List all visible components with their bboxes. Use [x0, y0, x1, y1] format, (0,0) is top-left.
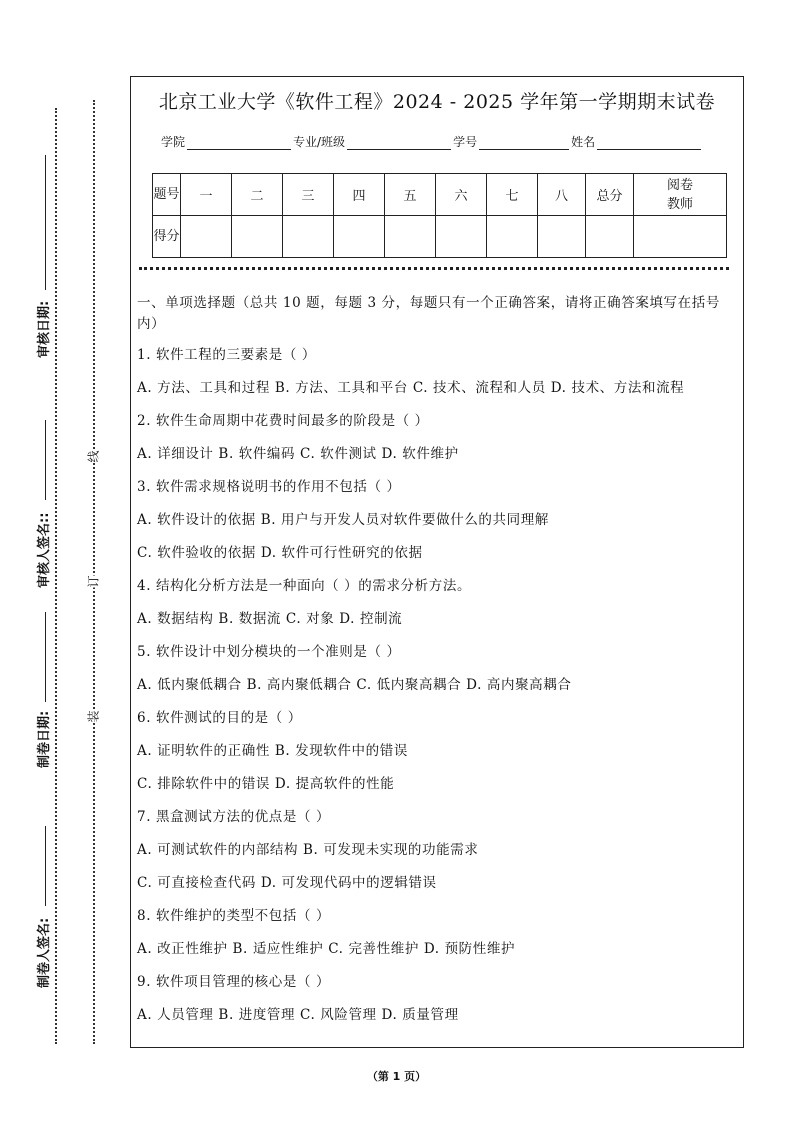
- grader-header: 阅卷教师: [634, 174, 727, 216]
- score-cell[interactable]: [232, 216, 283, 258]
- question-options: C. 可直接检查代码 D. 可发现代码中的逻辑错误: [137, 875, 437, 891]
- question: 3. 软件需求规格说明书的作用不包括（ ）: [137, 479, 401, 495]
- signature-line: [45, 826, 46, 906]
- student-id-field[interactable]: [479, 136, 569, 150]
- question-options: A. 数据结构 B. 数据流 C. 对象 D. 控制流: [137, 611, 403, 627]
- compiler-signature-label: 制卷人签名:: [33, 916, 52, 990]
- question-number-header: 题号: [153, 174, 181, 216]
- reviewer-signature-label: 审核人签名::: [33, 511, 52, 590]
- question-section: [137, 293, 741, 1038]
- score-table-score-row: [153, 216, 727, 258]
- binding-dotted-line-outer: [55, 108, 57, 1044]
- signature-line: [45, 420, 46, 500]
- exam-title: 北京工业大学《软件工程》2024 - 2025 学年第一学期期末试卷: [158, 91, 716, 113]
- column-header: 六: [436, 174, 487, 216]
- name-label: 姓名: [571, 135, 596, 149]
- score-row-header: 得分: [153, 216, 181, 258]
- review-date-label: 审核日期:: [33, 299, 52, 360]
- question-options: A. 人员管理 B. 进度管理 C. 风险管理 D. 质量管理: [137, 1007, 459, 1023]
- page-number: （第 1 页）: [366, 1070, 427, 1083]
- exam-frame: [130, 76, 744, 1048]
- question: 4. 结构化分析方法是一种面向（ ）的需求分析方法。: [137, 578, 472, 594]
- signature-line: [45, 155, 46, 290]
- score-table-header-row: [153, 174, 727, 216]
- college-field[interactable]: [187, 136, 291, 150]
- score-cell[interactable]: [487, 216, 538, 258]
- column-header: 八: [538, 174, 586, 216]
- score-cell[interactable]: [283, 216, 334, 258]
- student-id-label: 学号: [453, 135, 478, 149]
- question-options: A. 证明软件的正确性 B. 发现软件中的错误: [137, 743, 408, 759]
- binding-char-line: 线: [86, 450, 101, 463]
- signature-line: [45, 612, 46, 702]
- score-cell[interactable]: [436, 216, 487, 258]
- question-options: A. 详细设计 B. 软件编码 C. 软件测试 D. 软件维护: [137, 446, 459, 462]
- question-options: C. 软件验收的依据 D. 软件可行性研究的依据: [137, 545, 423, 561]
- score-cell[interactable]: [181, 216, 232, 258]
- question: 1. 软件工程的三要素是（ ）: [137, 347, 316, 363]
- column-header: 五: [385, 174, 436, 216]
- question: 2. 软件生命周期中花费时间最多的阶段是（ ）: [137, 413, 429, 429]
- score-cell[interactable]: [385, 216, 436, 258]
- question-options: A. 低内聚低耦合 B. 高内聚低耦合 C. 低内聚高耦合 D. 高内聚高耦合: [137, 677, 572, 693]
- question-options: A. 软件设计的依据 B. 用户与开发人员对软件要做什么的共同理解: [137, 512, 549, 528]
- question: 8. 软件维护的类型不包括（ ）: [137, 908, 331, 924]
- column-header: 三: [283, 174, 334, 216]
- question: 6. 软件测试的目的是（ ）: [137, 710, 302, 726]
- column-header: 四: [334, 174, 385, 216]
- column-header: 二: [232, 174, 283, 216]
- name-field[interactable]: [597, 136, 701, 150]
- question-options: A. 方法、工具和过程 B. 方法、工具和平台 C. 技术、流程和人员 D. 技术、方法和流程: [137, 380, 685, 396]
- score-table: [152, 173, 727, 258]
- binding-dotted-line-inner: [93, 100, 95, 1044]
- binding-char-bind: 装: [86, 710, 101, 723]
- question: 9. 软件项目管理的核心是（ ）: [137, 974, 331, 990]
- student-info-row: [161, 133, 703, 150]
- major-class-label: 专业/班级: [293, 135, 346, 149]
- question: 5. 软件设计中划分模块的一个准则是（ ）: [137, 644, 401, 660]
- question: 7. 黑盒测试方法的优点是（ ）: [137, 809, 331, 825]
- grader-cell[interactable]: [634, 216, 727, 258]
- question-options: A. 改正性维护 B. 适应性维护 C. 完善性维护 D. 预防性维护: [137, 941, 516, 957]
- score-cell[interactable]: [538, 216, 586, 258]
- major-class-field[interactable]: [347, 136, 451, 150]
- compile-date-label: 制卷日期:: [33, 709, 52, 770]
- column-header: 一: [181, 174, 232, 216]
- column-header: 七: [487, 174, 538, 216]
- binding-char-staple: 订: [86, 575, 101, 588]
- total-score-cell[interactable]: [586, 216, 634, 258]
- header-separator: [139, 267, 729, 270]
- college-label: 学院: [161, 135, 186, 149]
- question-options: A. 可测试软件的内部结构 B. 可发现未实现的功能需求: [137, 842, 479, 858]
- section-heading: 一、单项选择题（总共 10 题，每题 3 分，每题只有一个正确答案，请将正确答案填写在括号内）: [137, 295, 720, 332]
- question-options: C. 排除软件中的错误 D. 提高软件的性能: [137, 776, 395, 792]
- total-score-header: 总分: [586, 174, 634, 216]
- score-cell[interactable]: [334, 216, 385, 258]
